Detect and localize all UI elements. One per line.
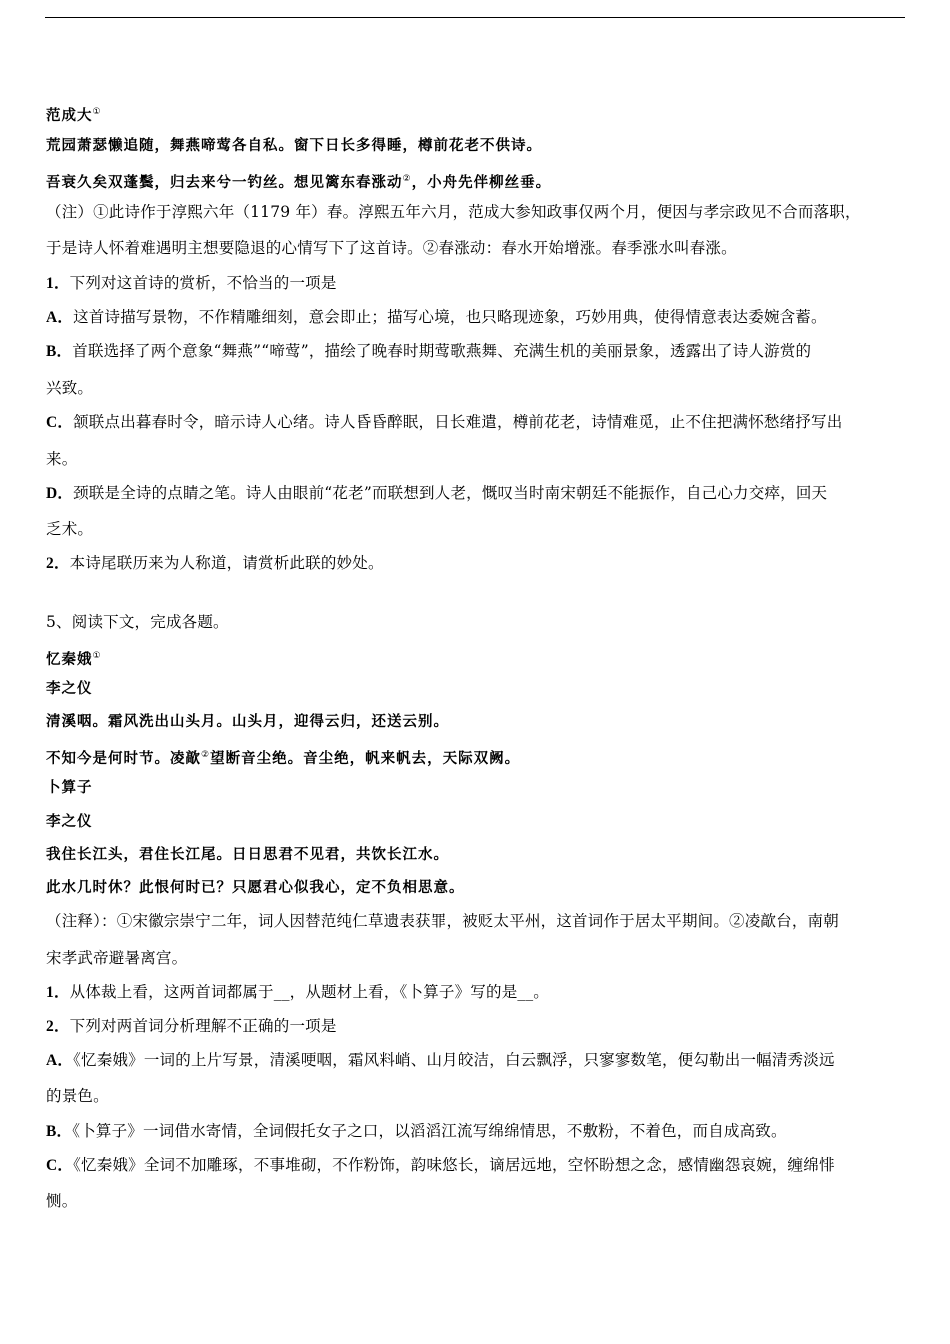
option-label: A． <box>46 1052 74 1069</box>
option-text: 颔联点出暮春时令，暗示诗人心绪。诗人昏昏醉眠，日长难遣，樽前花老，诗情难觅，止不住把满怀愁绪抒写出 <box>73 413 843 431</box>
poem1-line2-part2: ，小舟先伴柳丝垂。 <box>411 174 552 191</box>
poem1-line1: 荒园萧瑟懒追随，舞燕啼莺各自私。窗下日长多得睡，樽前花老不供诗。 <box>46 137 542 154</box>
q1-option-b-cont: 兴致。 <box>46 379 94 397</box>
option-text: 首联选择了两个意象“舞燕”“啼莺”，描绘了晚春时期莺歌燕舞、充满生机的美丽景象，透露出了诗人游赏的 <box>72 342 812 360</box>
poem1-author <box>46 102 102 126</box>
q1-option-c <box>46 412 842 433</box>
question-text: 从体裁上看，这两首词都属于__，从题材上看，《卜算子》写的是__。 <box>69 983 550 1001</box>
question-text: 下列对这首诗的赏析，不恰当的一项是 <box>69 274 337 292</box>
header-rule <box>45 17 905 18</box>
poemB-line2: 此水几时休？此恨何时已？只愿君心似我心，定不负相思意。 <box>46 879 465 896</box>
poem1-notes-line2: 于是诗人怀着难遇明主想要隐退的心情写下了这首诗。②春涨动：春水开始增涨。春季涨水叫春涨。 <box>46 239 737 257</box>
poem1-line2-part1: 吾衰久矣双蓬鬓，归去来兮一钓丝。想见篱东春涨动 <box>46 174 403 191</box>
footnote-marker: ① <box>92 651 102 661</box>
q5-2 <box>46 1016 337 1037</box>
option-label: C． <box>46 414 74 431</box>
poemA-title-text: 忆秦娥 <box>46 651 93 668</box>
poemA-line2 <box>46 745 520 769</box>
q1-option-c-cont: 来。 <box>46 450 78 468</box>
q1-option-d-cont: 乏术。 <box>46 520 94 538</box>
poemB-line1: 我住长江头，君住长江尾。日日思君不见君，共饮长江水。 <box>46 846 449 863</box>
poemA-author: 李之仪 <box>46 680 93 697</box>
question-number: 1． <box>46 984 70 1001</box>
poem1-author-text: 范成大 <box>46 107 93 124</box>
poemA-line2-part2: 望断音尘绝。音尘绝，帆来帆去，天际双阙。 <box>210 750 521 767</box>
q1-1 <box>46 273 337 294</box>
q1-option-a <box>46 307 827 328</box>
poemA-title <box>46 646 102 670</box>
q5-option-c-cont: 恻。 <box>46 1192 78 1210</box>
q5-1 <box>46 982 549 1003</box>
poemB-author: 李之仪 <box>46 813 93 830</box>
poemB-title: 卜算子 <box>46 779 93 796</box>
footnote-marker: ② <box>201 750 211 760</box>
option-text: 这首诗描写景物，不作精雕细刻，意会即止；描写心境，也只略现迹象，巧妙用典，使得情意表达委婉含蓄。 <box>73 308 827 326</box>
option-label: A． <box>46 309 74 326</box>
question-number: 2． <box>46 555 70 572</box>
question-text: 本诗尾联历来为人称道，请赏析此联的妙处。 <box>69 554 384 572</box>
poemA-line2-part1: 不知今是何时节。凌歊 <box>46 750 201 767</box>
poem1-line2 <box>46 169 551 193</box>
option-text: 《忆秦娥》一词的上片写景，清溪哽咽，霜风料峭、山月皎洁，白云飘浮，只寥寥数笔，便勾勒出一幅清秀淡远 <box>73 1051 835 1069</box>
question-number: 2． <box>46 1018 70 1035</box>
q5-option-a-cont: 的景色。 <box>46 1087 109 1105</box>
q1-2 <box>46 553 384 574</box>
section5-notes-line1: （注释）：①宋徽宗崇宁二年，词人因替范纯仁草遗表获罪，被贬太平州，这首词作于居太平期间。②凌歊台，南朝 <box>46 912 839 930</box>
option-label: B． <box>46 1123 73 1140</box>
option-label: D． <box>46 485 74 502</box>
section5-heading: 5、阅读下文，完成各题。 <box>46 613 229 631</box>
option-label: C． <box>46 1157 74 1174</box>
footnote-marker: ① <box>92 107 102 117</box>
section5-notes-line2: 宋孝武帝避暑离宫。 <box>46 949 188 967</box>
q5-option-a <box>46 1050 835 1071</box>
footnote-marker: ② <box>402 174 412 184</box>
q1-option-b <box>46 341 811 362</box>
option-text: 颈联是全诗的点睛之笔。诗人由眼前“花老”而联想到人老，慨叹当时南宋朝廷不能振作，自己心力交瘁，回天 <box>73 484 828 502</box>
option-label: B． <box>46 343 73 360</box>
option-text: 《忆秦娥》全词不加雕琢，不事堆砌，不作粉饰，韵味悠长，谪居远地，空怀盼想之念，感情幽怨哀婉，缠绵悱 <box>73 1156 835 1174</box>
option-text: 《卜算子》一词借水寄情，全词假托女子之口，以滔滔江流写绵绵情思，不敷粉，不着色，而自成高致。 <box>72 1122 787 1140</box>
poemA-line1: 清溪咽。霜风洗出山头月。山头月，迎得云归，还送云别。 <box>46 713 449 730</box>
question-number: 1． <box>46 275 70 292</box>
q5-option-b <box>46 1121 787 1142</box>
poem1-notes-line1: （注）①此诗作于淳熙六年（1179 年）春。淳熙五年六月，范成大参知政事仅两个月，便因与孝宗政见不合而落职， <box>46 203 861 221</box>
q1-option-d <box>46 483 827 504</box>
q5-option-c <box>46 1155 835 1176</box>
question-text: 下列对两首词分析理解不正确的一项是 <box>69 1017 337 1035</box>
